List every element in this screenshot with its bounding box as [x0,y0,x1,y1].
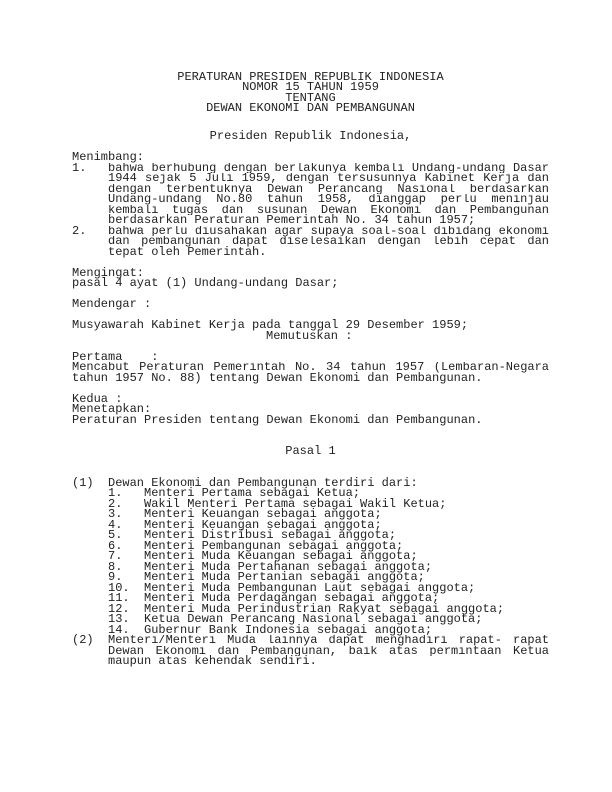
member-text: Menteri Pembangunan sebagai anggota; [144,538,404,553]
pertama-text-line: tahun 1957 No. 88) tentang Dewan Ekonomi dan Pembangunan. [72,370,483,385]
ayat-text: Dewan Ekonomi dan Pembangunan terdiri dari: [108,475,418,490]
document-title [72,72,549,113]
kedua-label: Kedua : [72,391,123,406]
title-number: NOMOR 15 TAHUN 1959 [242,80,379,95]
member-number: 10. [108,580,130,595]
member-text: Menteri Muda Pembangunan Laut sebagai anggota; [144,580,476,595]
member-number: 6. [108,538,123,553]
member-text: Menteri Muda Perdagangan sebagai anggota; [144,591,440,606]
title-subject: DEWAN EKONOMI DAN PEMBANGUNAN [206,100,415,115]
member-text: Menteri Keuangan sebagai anggota; [144,507,382,522]
pasal-heading: Pasal 1 [285,444,336,459]
item-text-line: 1944 sejak 5 Juli 1959, dengan tersusunnya Kabinet Kerja dan [108,173,549,184]
ayat-text-line: Dewan Ekonomi dan Pembangunan, baik atas permintaan Ketua [108,645,549,657]
item-text-line: berdasarkan Peraturan Pemerintah No. 34 tahun 1957; [108,213,476,228]
member-list [108,488,549,635]
ayat-number: (2) [72,633,94,648]
member-number: 8. [108,559,123,574]
ayat-1 [72,475,549,637]
item-number: 2. [72,223,87,238]
mengingat-label: Mengingat: [72,265,145,280]
ayat-number: (1) [72,475,94,490]
member-item [108,622,549,637]
member-number: 11. [108,591,130,606]
member-text: Menteri Muda Pertahanan sebagai anggota; [144,559,433,574]
member-number: 9. [108,570,123,585]
mendengar-label: Mendengar : [72,297,152,312]
menetapkan-text: Peraturan Presiden tentang Dewan Ekonomi dan Pembangunan. [72,412,483,427]
pertama-label: Pertama : [72,349,159,364]
memutuskan-heading: Memutuskan : [266,328,353,343]
item-text-line: kembali tugas dan susunan Dewan Ekonomi dan Pembangunan [108,204,549,216]
document-page [72,72,549,667]
pertama-text-line: Mencabut Peraturan Pemerintah No. 34 tahun 1957 (Lembaran-Negara [72,362,549,373]
member-number: 12. [108,601,130,616]
member-number: 14. [108,622,130,637]
member-number: 13. [108,612,130,627]
member-text: Menteri Muda Perindustrian Rakyat sebagai anggota; [144,601,505,616]
member-number: 1. [108,486,123,501]
title-tentang: TENTANG [285,90,336,105]
item-text-line: dengan terbentuknya Dewan Perancang Nasional berdasarkan [108,183,549,195]
item-text-line: bahwa berhubung dengan berlakunya kembali Undang-undang Dasar [108,162,549,174]
title-line: PERATURAN PRESIDEN REPUBLIK INDONESIA [177,70,444,84]
member-text: Gubernur Bank Indonesia sebagai anggota; [144,622,433,637]
ayat-2 [72,635,549,667]
member-text: Menteri Keuangan sebagai anggota; [144,517,382,532]
member-text: Menteri Muda Keuangan sebagai anggota; [144,549,418,564]
member-text: Menteri Distribusi sebagai anggota; [144,528,397,543]
menetapkan-label: Menetapkan: [72,402,152,417]
member-number: 5. [108,528,123,543]
item-text-line: Undang-undang No.80 tahun 1958, dianggap perlu meninjau [108,194,549,205]
member-number: 4. [108,517,123,532]
item-number: 1. [72,160,87,175]
ayat-text-line: maupun atas kehendak sendiri. [108,654,317,669]
menimbang-label: Menimbang: [72,150,145,165]
ayat-text-line: Menteri/Menteri Muda lainnya dapat menghadiri rapat- rapat [108,635,549,646]
menimbang-list [72,160,549,259]
item-text-line: dan pembangunan dapat diselesaikan dengan lebih cepat dan [108,236,549,247]
item-text-line: bahwa perlu diusahakan agar supaya soal-soal dibidang ekonomi [108,225,549,237]
mengingat-text: pasal 4 ayat (1) Undang-undang Dasar; [72,276,339,291]
member-number: 7. [108,549,123,564]
item-text-line: tepat oleh Pemerintah. [108,244,267,259]
member-number: 3. [108,507,123,522]
member-text: Menteri Muda Pertanian sebagai anggota; [144,570,425,585]
menimbang-item [72,223,549,259]
member-text: Ketua Dewan Perancang Nasional sebagai anggota; [144,612,483,627]
menimbang-item [72,160,549,228]
member-text: Wakil Menteri Pertama sebagai Wakil Ketua; [144,496,447,511]
member-number: 2. [108,496,123,511]
member-text: Menteri Pertama sebagai Ketua; [144,486,361,501]
mendengar-text: Musyawarah Kabinet Kerja pada tanggal 29 Desember 1959; [72,318,469,333]
preamble: Presiden Republik Indonesia, [209,129,412,144]
